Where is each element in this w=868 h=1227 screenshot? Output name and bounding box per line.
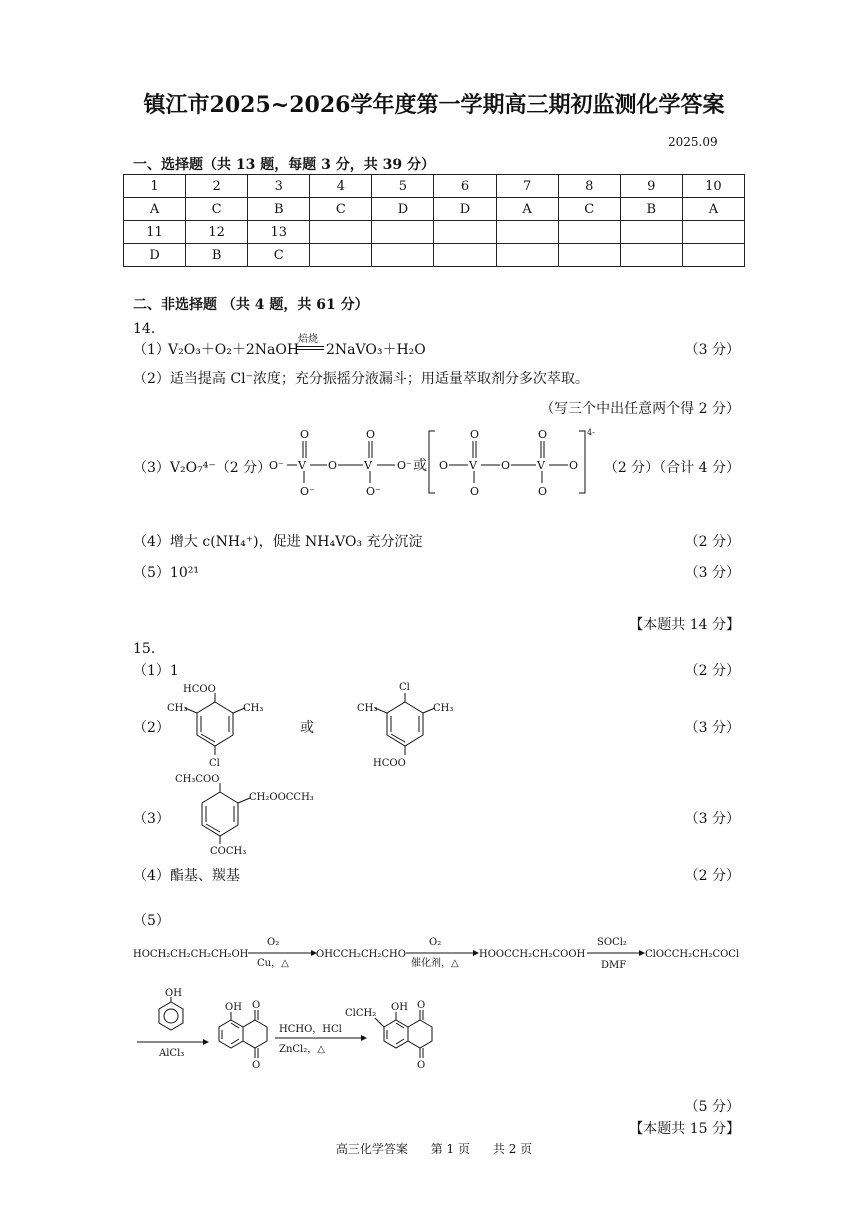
o-atom-label: O [328, 459, 338, 472]
q15-p2-or: 或 [300, 720, 314, 736]
o-atom-label: O [470, 485, 480, 498]
v-atom-label: V [537, 459, 545, 472]
q14-p2-note: （写三个中出任意两个得 2 分） [540, 401, 740, 417]
v-atom-label: V [298, 459, 306, 472]
route1-s4: ClOCCH₂CH₂COCl [645, 949, 740, 960]
q15-p5-score: （5 分） [684, 1099, 740, 1115]
or-text: 或 [413, 458, 427, 474]
q14-p5-text: （5）10²¹ [133, 565, 199, 581]
page-title: 镇江市2025~2026学年度第一学期高三期初监测化学答案 [143, 92, 725, 118]
table-cell: D [434, 198, 496, 221]
table-cell: C [248, 244, 310, 267]
table-cell [434, 221, 496, 244]
oh-label: OH [225, 1002, 242, 1013]
structure-3 [165, 770, 325, 858]
table-row [124, 244, 745, 267]
structure-2a [165, 680, 275, 772]
q14-p3-label: （3）V₂O₇⁴⁻（2 分） [133, 460, 272, 476]
hcoo-label: HCOO [183, 684, 216, 695]
table-cell [620, 221, 682, 244]
divanadate-structure [265, 425, 605, 505]
eq-line [296, 349, 324, 350]
table-cell [682, 221, 744, 244]
clch2-label: ClCH₂ [345, 1008, 377, 1019]
o-atom-label: O [366, 428, 376, 441]
q15-p1-text: （1）1 [133, 663, 179, 679]
q15-p5-label: （5） [133, 913, 170, 929]
table-cell [558, 221, 620, 244]
q15-p3-label: （3） [133, 811, 170, 827]
section2-heading: 二、非选择题 （共 4 题，共 61 分） [133, 297, 369, 313]
footer-subject: 高三化学答案 [335, 1142, 408, 1156]
route1-s3: HOOCCH₂CH₂COOH [479, 949, 586, 960]
q14-p1-label: （1） [133, 342, 170, 358]
ketone-o-label: O [252, 1000, 261, 1011]
table-cell: C [310, 198, 372, 221]
q14-total: 【本题共 14 分】 [629, 617, 740, 633]
v-atom-label: V [364, 459, 372, 472]
q15-total: 【本题共 15 分】 [629, 1121, 740, 1137]
table-cell: 10 [682, 175, 744, 198]
route1-s1: HOCH₂CH₂CH₂CH₂OH [133, 949, 249, 960]
table-row [124, 198, 745, 221]
table-cell: 9 [620, 175, 682, 198]
table-cell [310, 221, 372, 244]
table-cell: 6 [434, 175, 496, 198]
table-row [124, 221, 745, 244]
table-cell: 3 [248, 175, 310, 198]
o-atom-label: O [569, 459, 579, 472]
ketone-o-label: O [252, 1060, 261, 1071]
table-cell: 11 [124, 221, 186, 244]
ketone-o-label: O [417, 1060, 426, 1071]
table-cell: 13 [248, 221, 310, 244]
table-cell [434, 244, 496, 267]
q15-number: 15． [133, 641, 165, 657]
v-atom-label: V [469, 459, 477, 472]
table-cell [620, 244, 682, 267]
table-cell: A [682, 198, 744, 221]
table-cell: B [186, 244, 248, 267]
route1-c2-bot: 催化剂，△ [411, 958, 459, 969]
route1-c2-top: O₂ [429, 937, 442, 948]
o-atom-label: O [501, 459, 511, 472]
o-minus-label: O⁻ [397, 459, 412, 472]
charge-label: 4- [587, 428, 595, 437]
ketone-o-label: O [417, 1000, 426, 1011]
route1-c1-top: O₂ [267, 937, 280, 948]
table-cell: 1 [124, 175, 186, 198]
phenol-oh: OH [165, 988, 182, 999]
exam-date: 2025.09 [668, 135, 718, 149]
q15-p2-score: （3 分） [684, 720, 740, 736]
table-cell: 7 [496, 175, 558, 198]
o-atom-label: O [538, 485, 548, 498]
q14-p1-condition: 焙烧 [298, 334, 318, 345]
table-cell [496, 244, 558, 267]
o-atom-label: O [470, 428, 480, 441]
q14-number: 14． [133, 321, 165, 337]
ch3-label: CH₃ [167, 703, 188, 714]
coch3-label: COCH₃ [210, 846, 247, 857]
o-minus-label: O⁻ [366, 485, 381, 498]
table-cell: A [496, 198, 558, 221]
ch3coo-label: CH₃COO [175, 774, 220, 785]
ch2oocch3-label: CH₂OOCCH₃ [249, 792, 314, 803]
ch3-label: CH₃ [357, 703, 378, 714]
footer-total: 共 2 页 [492, 1142, 533, 1156]
route2-c2-top: HCHO，HCl [279, 1024, 342, 1035]
route1-c3-bot: DMF [601, 960, 627, 971]
structure-2b [355, 680, 465, 772]
page-footer [0, 1140, 868, 1157]
table-cell [372, 244, 434, 267]
cl-label: Cl [399, 682, 410, 693]
q14-p1-score: （3 分） [684, 342, 740, 358]
table-cell [310, 244, 372, 267]
table-cell: 8 [558, 175, 620, 198]
q15-p3-score: （3 分） [684, 811, 740, 827]
table-cell: 2 [186, 175, 248, 198]
q14-p3-score: （2 分）（合计 4 分） [603, 460, 740, 476]
synthesis-route-2 [133, 988, 463, 1080]
q14-p4-text: （4）增大 c(NH₄⁺)，促进 NH₄VO₃ 充分沉淀 [133, 534, 423, 550]
table-cell: B [248, 198, 310, 221]
answer-table [123, 174, 745, 267]
route2-c1-bot: AlCl₃ [159, 1048, 185, 1059]
route1-c1-bot: Cu，△ [257, 958, 289, 969]
route2-c2-bot: ZnCl₂，△ [279, 1044, 325, 1055]
table-cell [372, 221, 434, 244]
q14-p1-eq-right: 2NaVO₃＋H₂O [326, 342, 426, 358]
table-cell: B [620, 198, 682, 221]
synthesis-route-1 [133, 932, 743, 972]
o-atom-label: O [538, 428, 548, 441]
o-minus-label: O⁻ [269, 459, 284, 472]
q14-p2-text: （2）适当提高 Cl⁻浓度；充分振摇分液漏斗；用适量萃取剂分多次萃取。 [133, 371, 589, 387]
footer-page: 第 1 页 [430, 1142, 470, 1156]
table-cell: A [124, 198, 186, 221]
route1-s2: OHCCH₂CH₂CHO [316, 949, 406, 960]
route1-c3-top: SOCl₂ [597, 937, 627, 948]
table-cell: 12 [186, 221, 248, 244]
o-atom-label: O [300, 428, 310, 441]
table-cell [682, 244, 744, 267]
q14-p4-score: （2 分） [684, 534, 740, 550]
table-cell: D [124, 244, 186, 267]
q15-p1-score: （2 分） [684, 663, 740, 679]
oh-label: OH [391, 1002, 408, 1013]
table-cell: 4 [310, 175, 372, 198]
ch3-label: CH₃ [433, 703, 454, 714]
table-cell: 5 [372, 175, 434, 198]
table-cell: C [186, 198, 248, 221]
section1-heading: 一、选择题（共 13 题，每题 3 分，共 39 分） [133, 157, 435, 173]
q15-p2-label: （2） [133, 720, 170, 736]
table-cell: C [558, 198, 620, 221]
table-row [124, 175, 745, 198]
ch3-label: CH₃ [243, 703, 264, 714]
table-cell [558, 244, 620, 267]
o-atom-label: O [439, 459, 449, 472]
q15-p4-score: （2 分） [684, 868, 740, 884]
o-minus-label: O⁻ [300, 485, 315, 498]
table-cell [496, 221, 558, 244]
q14-p5-score: （3 分） [684, 565, 740, 581]
table-cell: D [372, 198, 434, 221]
q14-p1-eq-left: V₂O₃＋O₂＋2NaOH [168, 342, 300, 358]
q15-p4-text: （4）酯基、羰基 [133, 868, 240, 884]
eq-line [296, 346, 324, 347]
cl-label: Cl [209, 758, 220, 769]
hcoo-label: HCOO [373, 758, 406, 769]
